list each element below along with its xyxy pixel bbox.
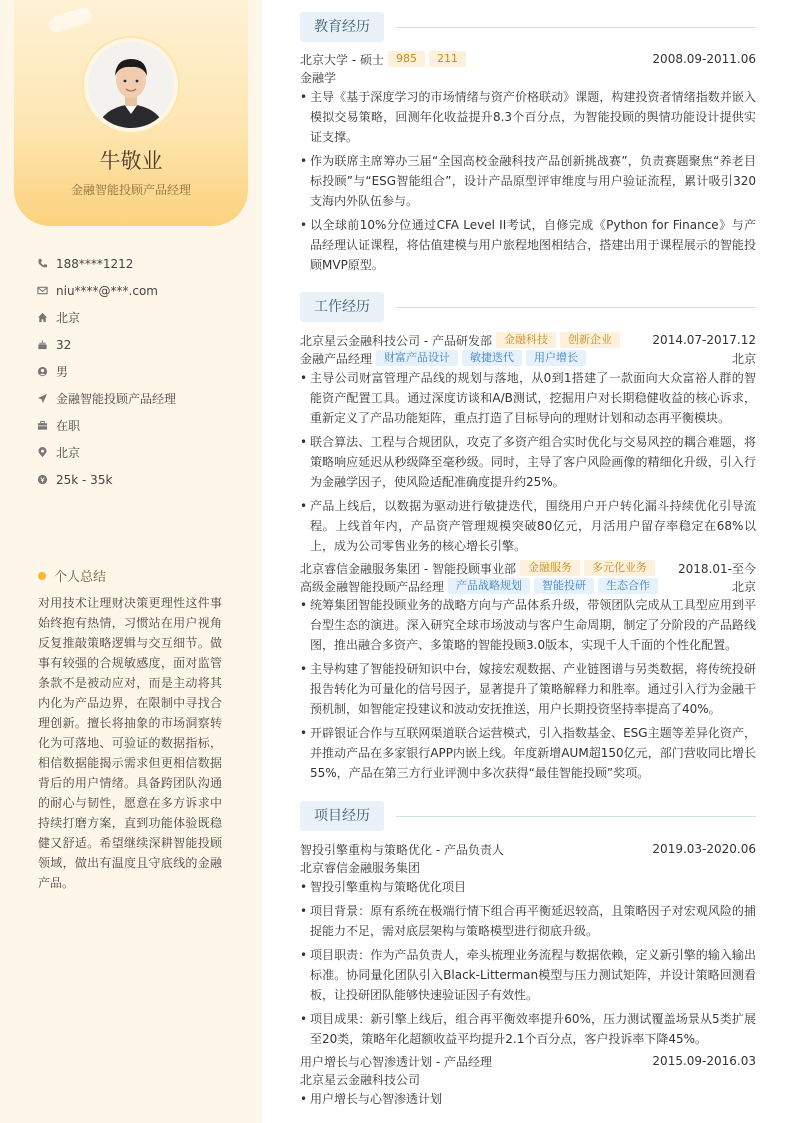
avatar-portrait-icon <box>88 42 174 128</box>
list-item: • 项目背景：原有系统在极端行情下组合再平衡延迟较高，且策略因子对宏观风险的捕捉能力不足，需对底层架构与策略模型进行彻底升级。 <box>300 901 756 941</box>
info-gender <box>36 358 246 385</box>
info-position <box>36 385 246 412</box>
profile-name: 牛敬业 <box>99 149 163 173</box>
section-project <box>300 801 756 831</box>
tag: 金融服务 <box>520 560 580 576</box>
project-org: 北京星云金融科技公司 <box>300 1072 421 1087</box>
cake-icon <box>36 339 48 351</box>
info-text: 188****1212 <box>56 256 134 271</box>
tag: 211 <box>429 51 466 67</box>
date-range: 2008.09-2011.06 <box>652 52 756 66</box>
project-bullets <box>300 1089 756 1113</box>
education-bullets <box>300 87 756 279</box>
company-name: 北京星云金融科技公司 - 产品研发部 <box>300 333 492 348</box>
skill-tag: 产品战略规划 <box>448 578 530 594</box>
section-title: 教育经历 <box>300 12 384 42</box>
profile-title: 金融智能投顾产品经理 <box>70 183 191 197</box>
contact-info <box>36 250 246 493</box>
skill-tag: 用户增长 <box>526 350 586 366</box>
section-divider <box>396 816 756 817</box>
project-name: 智投引擎重构与策略优化 - 产品负责人 <box>300 842 504 857</box>
work-role-row <box>300 349 756 367</box>
list-item: • 以全球前10%分位通过CFA Level II考试，自修完成《Python for Finance》与产品经理认证课程，将估值建模与用户旅程地图相结合，搭建出用于课程展示的智能投顾MVP原型。 <box>300 215 756 275</box>
list-item: • 项目职责：作为产品负责人，牵头梳理业务流程与数据依赖，定义新引擎的输入输出标准。协同量化团队引入Black-Litterman模型与压力测试矩阵，并设计策略回测看板，让投研团队能够快速验证因子有效性。 <box>300 945 756 1005</box>
list-item: • 智投引擎重构与策略优化项目 <box>300 877 756 897</box>
avatar <box>84 38 178 132</box>
date-range: 2019.03-2020.06 <box>652 842 756 856</box>
list-item: • 开辟银证合作与互联网渠道联合运营模式，引入指数基金、ESG主题等差异化资产，并推动产品在多家银行APP内嵌上线。年度新增AUM超150亿元，部门营收同比增长55%，产品在第三方行业评测中多次获得“最佳智能投顾”奖项。 <box>300 723 756 783</box>
city: 北京 <box>731 351 756 366</box>
info-text: 金融智能投顾产品经理 <box>56 392 177 406</box>
list-item: • 主导公司财富管理产品线的规划与落地，从0到1搭建了一款面向大众富裕人群的智能资产配置工具。通过深度访谈和A/B测试，挖掘用户对长期稳健收益的核心诉求，重新定义了产品功能矩阵，重点打造了目标导向的理财计划和动态再平衡模块。 <box>300 368 756 428</box>
summary-title-text: 个人总结 <box>54 570 107 585</box>
school-name: 北京大学 - 硕士 <box>300 52 384 67</box>
send-icon <box>36 393 48 405</box>
info-text: niu****@***.com <box>56 283 158 298</box>
tag: 金融科技 <box>496 332 556 348</box>
work-bullets <box>300 368 756 560</box>
list-item: • 作为联席主席筹办三届“全国高校金融科技产品创新挑战赛”，负责赛题聚焦“养老目标投顾”与“ESG智能组合”，设计产品原型评审维度与用户验证流程，累计吸引320支海内外队伍参与。 <box>300 151 756 211</box>
project-name: 用户增长与心智渗透计划 - 产品经理 <box>300 1054 492 1069</box>
work-role-row <box>300 577 756 595</box>
home-icon <box>36 312 48 324</box>
phone-icon <box>36 258 48 270</box>
location-icon <box>36 447 48 459</box>
role: 高级金融智能投顾产品经理 <box>300 579 445 594</box>
section-title: 工作经历 <box>300 292 384 322</box>
info-text: 北京 <box>56 311 81 325</box>
list-item: • 统筹集团智能投顾业务的战略方向与产品体系升级，带领团队完成从工具型应用到平台型生态的演进。深入研究全球市场波动与客户生命周期，制定了分阶段的产品路线图，推出融合多资产、多策略的智能投顾3.0版本，实现千人千面的个性化配置。 <box>300 595 756 655</box>
list-item: • 产品上线后，以数据为驱动进行敏捷迭代，围绕用户开户转化漏斗持续优化引导流程。上线首年内，产品资产管理规模突破80亿元，月活用户留存率稳定在68%以上，成为公司零售业务的核心增长引擎。 <box>300 496 756 556</box>
list-item: • 联合算法、工程与合规团队，攻克了多资产组合实时优化与交易风控的耦合难题，将策略响应延迟从秒级降至毫秒级。同时，主导了客户风险画像的精细化升级，引入行为金融学因子，使风险适配准确度提升约25%。 <box>300 432 756 492</box>
skill-tag: 生态合作 <box>598 578 658 594</box>
salary-icon <box>36 474 48 486</box>
info-location <box>36 439 246 466</box>
list-item: • 用户增长与心智渗透计划 <box>300 1089 756 1109</box>
role: 金融产品经理 <box>300 351 373 366</box>
section-education <box>300 12 756 42</box>
info-text: 25k - 35k <box>56 472 113 487</box>
tag: 创新企业 <box>560 332 620 348</box>
work-header <box>300 559 756 577</box>
project-header <box>300 840 756 858</box>
tag: 多元化业务 <box>584 560 655 576</box>
section-work <box>300 292 756 322</box>
section-divider <box>396 307 756 308</box>
project-bullets <box>300 877 756 1053</box>
list-item: • 项目成果：新引擎上线后，组合再平衡效率提升60%，压力测试覆盖场景从5类扩展至20类，策略年化超额收益平均提升2.1个百分点，客户投诉率下降45%。 <box>300 1009 756 1049</box>
date-range: 2014.07-2017.12 <box>652 333 756 347</box>
project-org-row <box>300 1070 756 1088</box>
info-text: 32 <box>56 337 72 352</box>
section-divider <box>396 27 756 28</box>
skill-tag: 财富产品设计 <box>376 350 458 366</box>
skill-tag: 敏捷迭代 <box>462 350 522 366</box>
info-phone <box>36 250 246 277</box>
decorative-gloss <box>47 6 94 35</box>
info-salary <box>36 466 246 493</box>
info-home <box>36 304 246 331</box>
date-range: 2015.09-2016.03 <box>652 1054 756 1068</box>
list-item: • 主导《基于深度学习的市场情绪与资产价格联动》课题，构建投资者情绪指数并嵌入模拟交易策略，回测年化收益提升8.3个百分点，为智能投顾的舆情功能设计提供实证支撑。 <box>300 87 756 147</box>
sidebar <box>0 0 262 1123</box>
city: 北京 <box>731 579 756 594</box>
info-text: 男 <box>56 365 69 379</box>
skill-tag: 智能投研 <box>534 578 594 594</box>
bullet-dot-icon <box>38 572 46 580</box>
company-name: 北京睿信金融服务集团 - 智能投顾事业部 <box>300 561 516 576</box>
project-org: 北京睿信金融服务集团 <box>300 860 421 875</box>
major: 金融学 <box>300 70 337 85</box>
education-header <box>300 50 756 68</box>
info-email <box>36 277 246 304</box>
info-text: 北京 <box>56 446 81 460</box>
date-range: 2018.01-至今 <box>678 561 756 576</box>
tag: 985 <box>388 51 425 67</box>
work-header <box>300 331 756 349</box>
info-age <box>36 331 246 358</box>
work-bullets <box>300 595 756 787</box>
briefcase-icon <box>36 420 48 432</box>
summary-text: 对用技术让理财决策更理性这件事始终抱有热情，习惯站在用户视角反复推敲策略逻辑与交互细节。做事有较强的合规敏感度，面对监管条款不是被动应对，而是主动将其内化为产品边界，在限制中寻找合理创新。擅长将抽象的市场洞察转化为可落地、可验证的数据指标，相信数据能揭示需求但更相信数据背后的用户情绪。具备跨团队沟通的耐心与韧性，愿意在多方诉求中持续打磨方案，直到功能体验既稳健又舒适。希望继续深耕智能投顾领域，做出有温度且守底线的金融产品。 <box>38 596 222 890</box>
project-header <box>300 1052 756 1070</box>
project-org-row <box>300 858 756 876</box>
education-major-row <box>300 68 756 86</box>
gender-icon <box>36 366 48 378</box>
email-icon <box>36 285 48 297</box>
section-title: 项目经历 <box>300 801 384 831</box>
info-status <box>36 412 246 439</box>
info-text: 在职 <box>56 419 81 433</box>
list-item: • 主导构建了智能投研知识中台，嫁接宏观数据、产业链图谱与另类数据，将传统投研报告转化为可量化的信号因子，显著提升了策略解释力和胜率。通过引入行为金融干预机制，如智能定投建议和波动安抚推送，用户长期投资坚持率提高了40%。 <box>300 659 756 719</box>
summary-heading <box>38 566 106 585</box>
